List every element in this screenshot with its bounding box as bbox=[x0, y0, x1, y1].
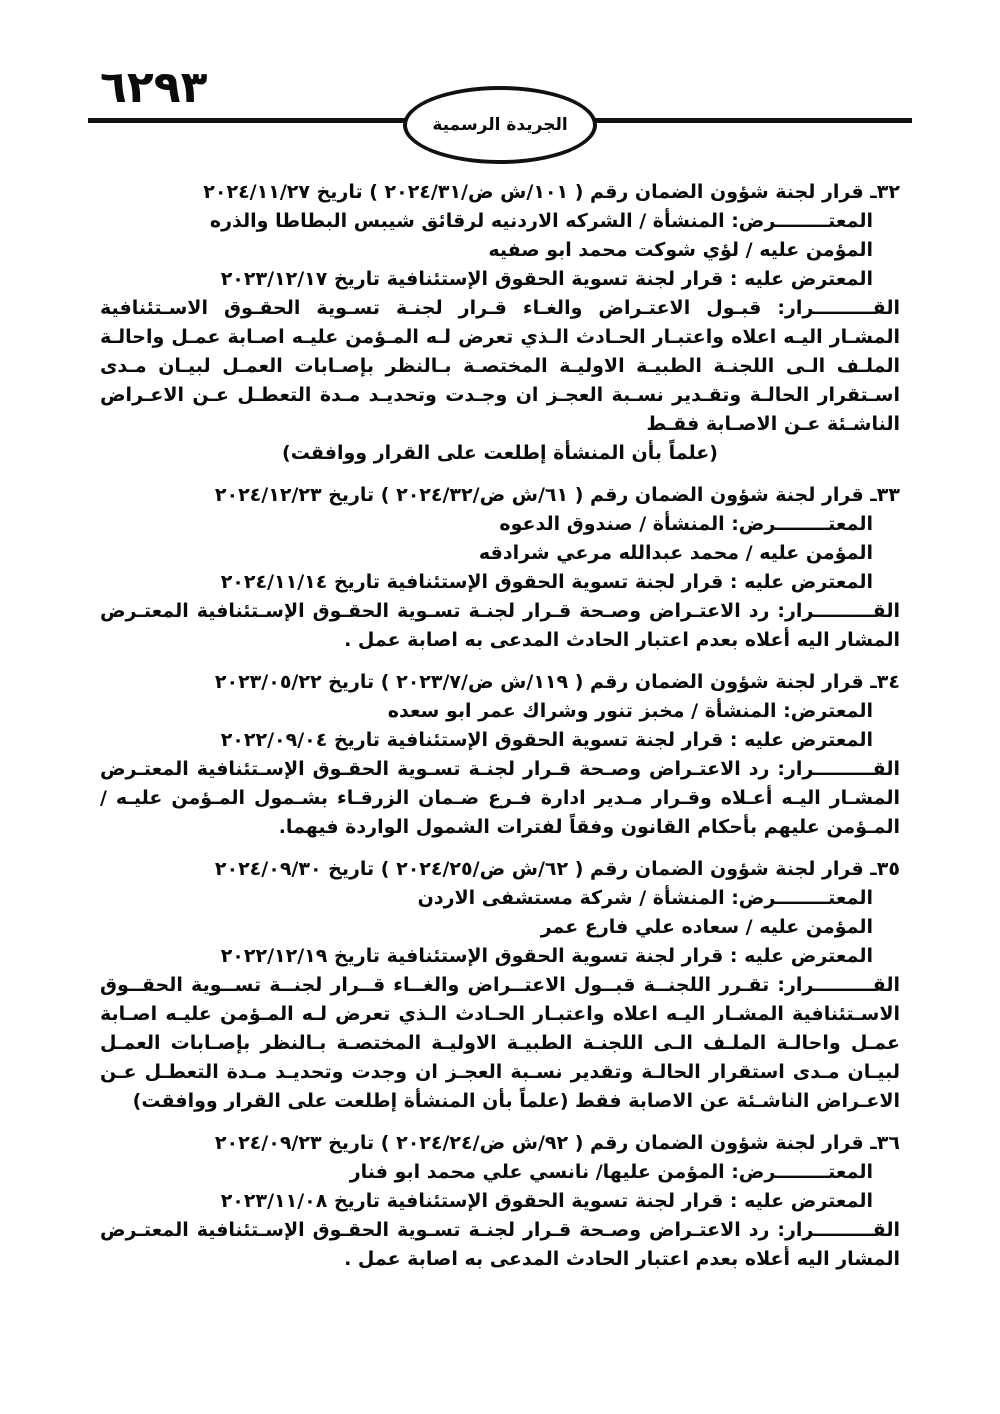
decision-item-32 bbox=[100, 178, 900, 468]
objector-line: المعتــــــــرض: المؤمن عليها/ نانسي علي محمد ابو فنار bbox=[349, 1161, 873, 1183]
decision-paragraph: القـــــــــرار: قبـول الاعتـراض والغـاء قـرار لجنـة تسـوية الحقـوق الاسـتئنافية المشـار اليـه اعلاه واعتبـار الحـادث الـذي تعرض لـه المـؤمن عليـه اصـابة عمـل واحالـة الملـف الـى اللجنـة الطبيـة الاوليـة المختصـة بـالنظر بإصـابات العمـل لبيـان مـدى اسـتقرار الحالـة وتقـدير نسـبة العجـز ان وجـدت وتحديـد مـدة التعطـل عـن الاعـراض الناشـئة عـن الاصـابة فقـط bbox=[100, 297, 900, 435]
objector-line: المعتــــــــرض: المنشأة / صندوق الدعوه bbox=[499, 513, 873, 535]
objected-line: المعترض عليه : قرار لجنة تسوية الحقوق الإستئنافية تاريخ ٢٠٢٢/١٢/١٩ bbox=[220, 945, 873, 967]
insured-line: المؤمن عليه / سعاده علي فارع عمر bbox=[540, 916, 873, 938]
gazette-badge bbox=[403, 86, 597, 164]
objector-line: المعترض: المنشأة / مخبز تنور وشراك عمر ابو سعده bbox=[387, 700, 873, 722]
decision-paragraph: القـــــــــرار: رد الاعتـراض وصـحة قـرار لجنـة تسـوية الحقـوق الإسـتئنافية المعتـرض المشار اليه أعلاه بعدم اعتبار الحادث المدعى به اصابة عمل . bbox=[100, 600, 900, 651]
item-title: ٣٣ـ قرار لجنة شؤون الضمان رقم ( ٦١/ش ض/٢٠٢٤/٣٢ ) تاريخ ٢٠٢٤/١٢/٢٣ bbox=[214, 484, 900, 506]
decision-paragraph: القـــــــــرار: رد الاعتـراض وصـحة قـرار لجنـة تسـوية الحقـوق الإسـتئنافية المعتـرض المشـار اليـه أعـلاه وقـرار مـدير ادارة فـرع ضـمان الزرقـاء بشـمول المـؤمن عليـه / المـؤمن عليهم بأحكام القانون وفقاً لفترات الشمول الواردة فيهما. bbox=[100, 758, 900, 838]
gazette-title: الجريدة الرسمية bbox=[432, 115, 568, 135]
item-title: ٣٢ـ قرار لجنة شؤون الضمان رقم ( ١٠١/ش ض/٢٠٢٤/٣١ ) تاريخ ٢٠٢٤/١١/٢٧ bbox=[203, 181, 900, 203]
insured-line: المؤمن عليه / محمد عبدالله مرعي شرادقه bbox=[478, 542, 873, 564]
decisions-list bbox=[100, 178, 900, 1274]
insured-line: المؤمن عليه / لؤي شوكت محمد ابو صفيه bbox=[488, 239, 873, 261]
objector-line: المعتــــــــرض: المنشأة / الشركه الاردنيه لرقائق شيبس البطاطا والذره bbox=[209, 210, 873, 232]
objected-line: المعترض عليه : قرار لجنة تسوية الحقوق الإستئنافية تاريخ ٢٠٢٣/١١/٠٨ bbox=[220, 1190, 873, 1212]
item-title: ٣٦ـ قرار لجنة شؤون الضمان رقم ( ٩٢/ش ض/٢٠٢٤/٢٤ ) تاريخ ٢٠٢٤/٠٩/٢٣ bbox=[214, 1132, 900, 1154]
objected-line: المعترض عليه : قرار لجنة تسوية الحقوق الإستئنافية تاريخ ٢٠٢٤/١١/١٤ bbox=[220, 571, 873, 593]
page-header bbox=[0, 0, 1000, 168]
note-line: (علماً بأن المنشأة إطلعت على القرار ووافقت) bbox=[282, 442, 718, 464]
decision-item-36 bbox=[100, 1129, 900, 1274]
page-number: ٦٢٩٣ bbox=[100, 62, 208, 113]
decision-paragraph: القـــــــــرار: رد الاعتـراض وصـحة قـرار لجنـة تسـوية الحقـوق الإسـتئنافية المعتـرض المشار اليه أعلاه بعدم اعتبار الحادث المدعى به اصابة عمل . bbox=[100, 1219, 900, 1270]
decision-paragraph: القـــــــــرار: تقـرر اللجنــة قبــول الاعتــراض والغــاء قــرار لجنــة تســوية الحقــوق الاسـتئنافية المشـار اليـه اعلاه واعتبـار الحـادث الـذي تعرض لـه المـؤمن عليـه اصـابة عمـل واحالـة الملـف الـى اللجنـة الطبيـة الاوليـة المختصـة بـالنظر بإصـابات العمـل لبيـان مـدى استقرار الحالـة وتقدير نسـبة العجـز ان وجدت وتحديـد مـدة التعطـل عـن الاعـراض الناشـئة عن الاصابة فقط (علماً بأن المنشأة إطلعت على القرار ووافقت) bbox=[100, 974, 900, 1112]
decision-item-35 bbox=[100, 855, 900, 1116]
item-title: ٣٤ـ قرار لجنة شؤون الضمان رقم ( ١١٩/ش ض/٢٠٢٣/٧ ) تاريخ ٢٠٢٣/٠٥/٢٢ bbox=[214, 671, 900, 693]
decision-item-34 bbox=[100, 668, 900, 842]
objected-line: المعترض عليه : قرار لجنة تسوية الحقوق الإستئنافية تاريخ ٢٠٢٣/١٢/١٧ bbox=[220, 268, 873, 290]
objected-line: المعترض عليه : قرار لجنة تسوية الحقوق الإستئنافية تاريخ ٢٠٢٢/٠٩/٠٤ bbox=[220, 729, 873, 751]
decision-item-33 bbox=[100, 481, 900, 655]
item-title: ٣٥ـ قرار لجنة شؤون الضمان رقم ( ٦٢/ش ض/٢٠٢٤/٢٥ ) تاريخ ٢٠٢٤/٠٩/٣٠ bbox=[214, 858, 900, 880]
objector-line: المعتــــــــرض: المنشأة / شركة مستشفى الاردن bbox=[417, 887, 873, 909]
